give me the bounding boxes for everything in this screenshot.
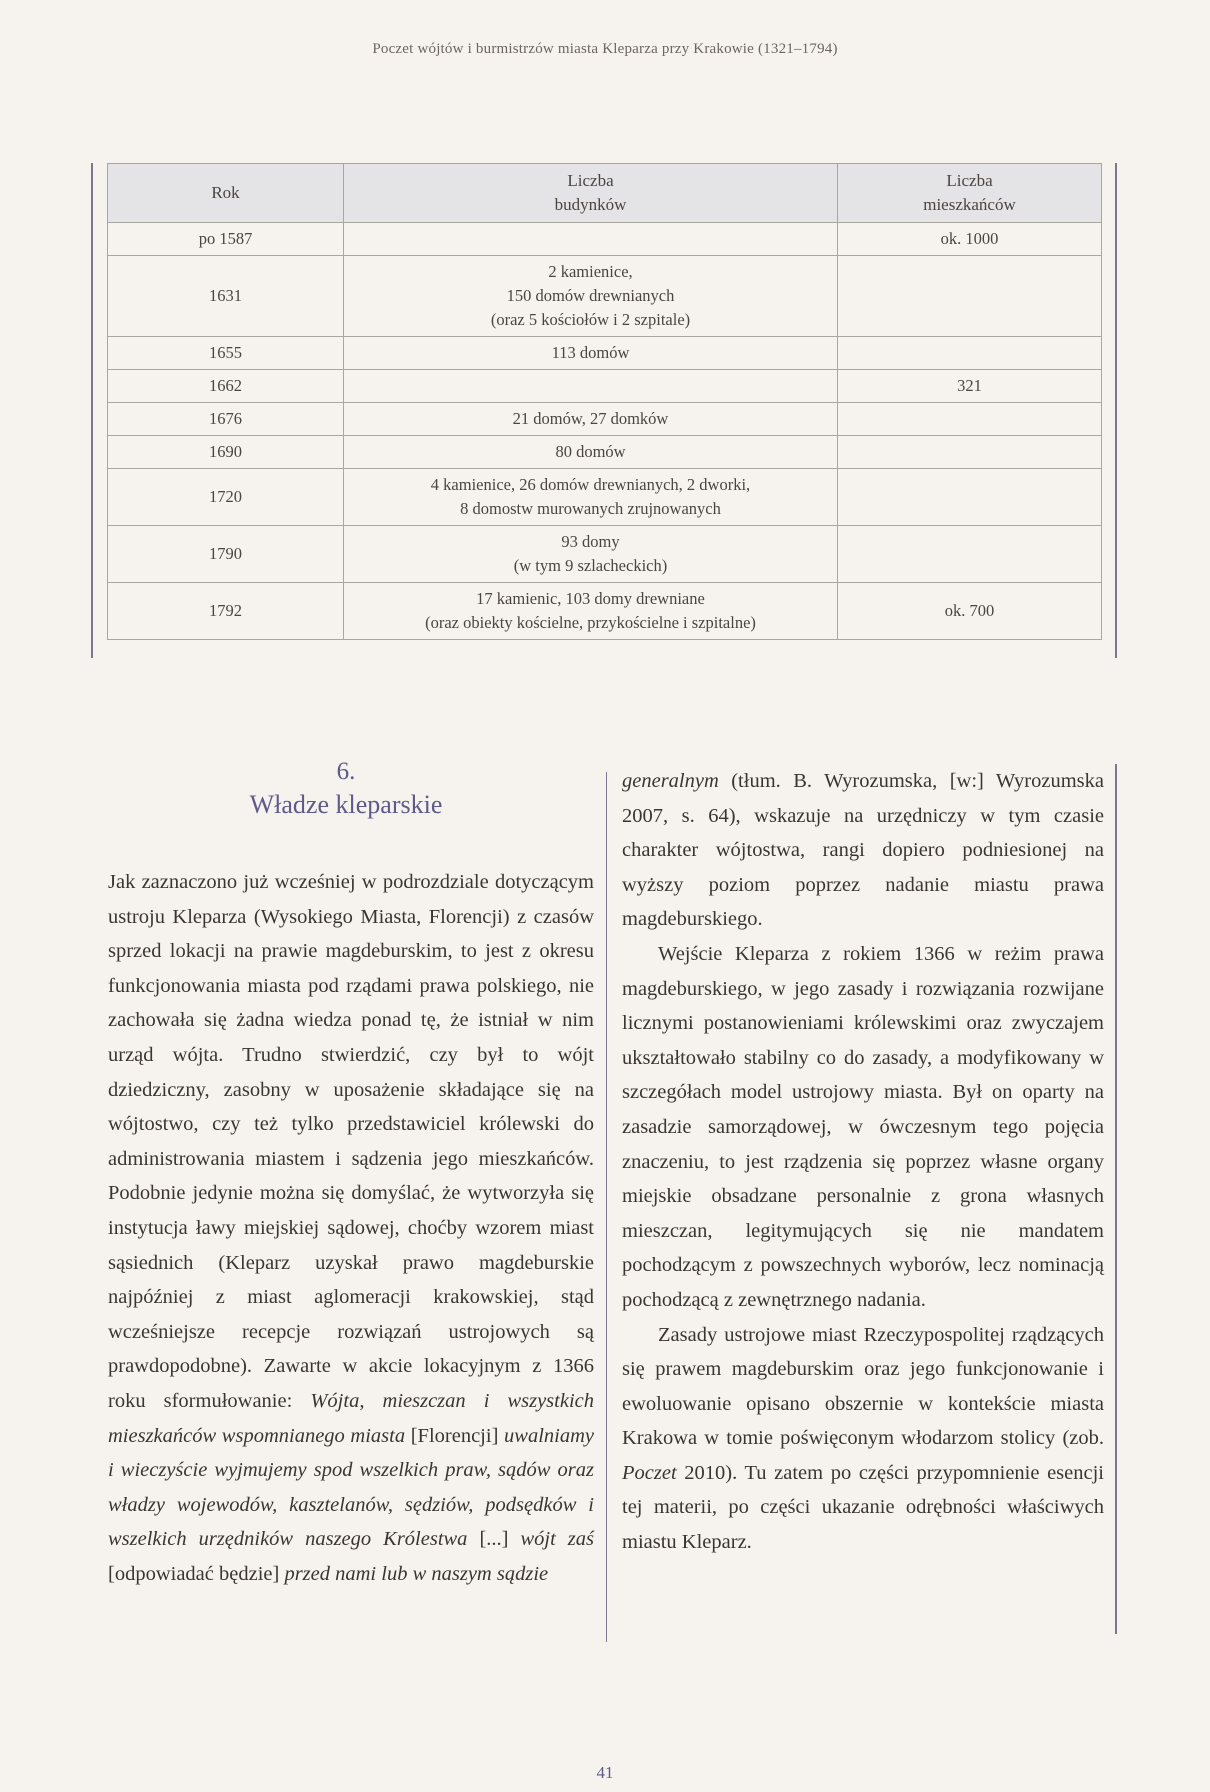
cell-rok: 1631 — [108, 256, 344, 337]
right-table-rule — [1115, 163, 1117, 658]
table-row — [108, 370, 1102, 403]
right-text-column — [622, 764, 1104, 1560]
running-head: Poczet wójtów i burmistrzów miasta Kleparza przy Krakowie (1321–1794) — [372, 41, 838, 57]
right-page-rule — [1115, 764, 1117, 1634]
section-title: Władze kleparskie — [249, 790, 443, 819]
cell-mieszkancy — [838, 403, 1102, 436]
cell-rok: 1790 — [108, 526, 344, 583]
table-row — [108, 469, 1102, 526]
table-row — [108, 337, 1102, 370]
cell-budynki: 113 domów — [344, 337, 838, 370]
cell-mieszkancy: ok. 700 — [838, 583, 1102, 640]
table-row — [108, 256, 1102, 337]
cell-mieszkancy: 321 — [838, 370, 1102, 403]
section-number: 6. — [336, 758, 356, 785]
cell-mieszkancy: ok. 1000 — [838, 223, 1102, 256]
cell-rok: po 1587 — [108, 223, 344, 256]
table-row — [108, 223, 1102, 256]
cell-rok: 1655 — [108, 337, 344, 370]
cell-budynki: 2 kamienice, 150 domów drewnianych (oraz 5 kościołów i 2 szpitale) — [344, 256, 838, 337]
table-row — [108, 436, 1102, 469]
cell-budynki: 17 kamienic, 103 domy drewniane (oraz obiekty kościelne, przykościelne i szpitalne) — [344, 583, 838, 640]
table-body — [108, 223, 1102, 640]
cell-budynki — [344, 223, 838, 256]
paragraph: Wejście Kleparza z rokiem 1366 w reżim prawa magdeburskiego, w jego zasady i rozwiązania rozwijane licznymi postanowieniami królewskimi oraz zwyczajem ukształtowało stabilny co do zasady, a modyfikowany w szczegółach model ustrojowy miasta. Był on oparty na zasadzie samorządowej, w ówczesnym tego pojęcia znaczeniu, to jest rządzenia się poprzez własne organy miejskie obsadzane personalnie z grona własnych mieszczan, legitymujących się nie mandatem pochodzącym z powszechnych wyborów, lecz nominacją pochodzącą z zewnętrznego nadania. — [622, 942, 1104, 1311]
header-mieszkancy: Liczba mieszkańców — [838, 164, 1102, 223]
cell-rok: 1792 — [108, 583, 344, 640]
left-text-column — [108, 865, 594, 1591]
cell-mieszkancy — [838, 337, 1102, 370]
cell-mieszkancy — [838, 526, 1102, 583]
table-row — [108, 526, 1102, 583]
table-row — [108, 583, 1102, 640]
cell-mieszkancy — [838, 256, 1102, 337]
cell-budynki: 4 kamienice, 26 domów drewnianych, 2 dworki, 8 domostw murowanych zrujnowanych — [344, 469, 838, 526]
table-row — [108, 403, 1102, 436]
header-budynki: Liczba budynków — [344, 164, 838, 223]
paragraph: Zasady ustrojowe miast Rzeczypospolitej rządzących się prawem magdeburskim oraz jego funkcjonowanie i ewoluowanie opisano obszernie w kontekście miasta Krakowa w tomie poświęconym włodarzom stolicy (zob. Poczet 2010). Tu zatem po części przypomnienie esencji tej materii, po części ukazanie odrębności właściwych miastu Kleparz. — [622, 1323, 1104, 1554]
cell-budynki — [344, 370, 838, 403]
table-header-row — [108, 164, 1102, 223]
paragraph: generalnym (tłum. B. Wyrozumska, [w:] Wyrozumska 2007, s. 64), wskazuje na urzędniczy w tym czasie charakter wójtostwa, rangi dopiero podniesionej na wyższy poziom poprzez nadanie miastu prawa magdeburskiego. — [622, 770, 1104, 931]
cell-rok: 1676 — [108, 403, 344, 436]
cell-rok: 1662 — [108, 370, 344, 403]
cell-budynki: 21 domów, 27 domków — [344, 403, 838, 436]
cell-budynki: 80 domów — [344, 436, 838, 469]
column-divider-rule — [606, 772, 607, 1642]
cell-mieszkancy — [838, 469, 1102, 526]
cell-rok: 1720 — [108, 469, 344, 526]
cell-rok: 1690 — [108, 436, 344, 469]
cell-mieszkancy — [838, 436, 1102, 469]
header-rok: Rok — [108, 164, 344, 223]
page-number: 41 — [596, 1763, 614, 1782]
left-table-rule — [91, 163, 93, 658]
cell-budynki: 93 domy (w tym 9 szlacheckich) — [344, 526, 838, 583]
paragraph: Jak zaznaczono już wcześniej w podrozdziale dotyczącym ustroju Kleparza (Wysokiego Miasta, Florencji) z czasów sprzed lokacji na prawie magdeburskim, to jest z okresu funkcjonowania miasta pod rządami prawa polskiego, nie zachowała się żadna wiedza ponad tę, że istniał w nim urząd wójta. Trudno stwierdzić, czy był to wójt dziedziczny, zasobny w uposażenie składające się na wójtostwo, czy też tylko przedstawiciel królewski do administrowania miastem i sądzenia jego mieszkańców. Podobnie jedynie można się domyślać, że wytworzyła się instytucja ławy miejskiej sądowej, choćby wzorem miast sąsiednich (Kleparz uzyskał prawo magdeburskie najpóźniej z miast aglomeracji krakowskiej, stąd wcześniejsze recepcje rozwiązań ustrojowych są prawdopodobne). Zawarte w akcie lokacyjnym z 1366 roku sformułowanie: Wójta, mieszczan i wszystkich mieszkańców wspomnianego miasta [Florencji] uwalniamy i wieczyście wyjmujemy spod wszelkich praw, sądów oraz władzy wojewodów, kasztelanów, sędziów, podsędków i wszelkich urzędników naszego Królestwa [...] wójt zaś [odpowiadać będzie] przed nami lub w naszym sądzie — [108, 871, 594, 1585]
statistics-table — [107, 163, 1101, 640]
